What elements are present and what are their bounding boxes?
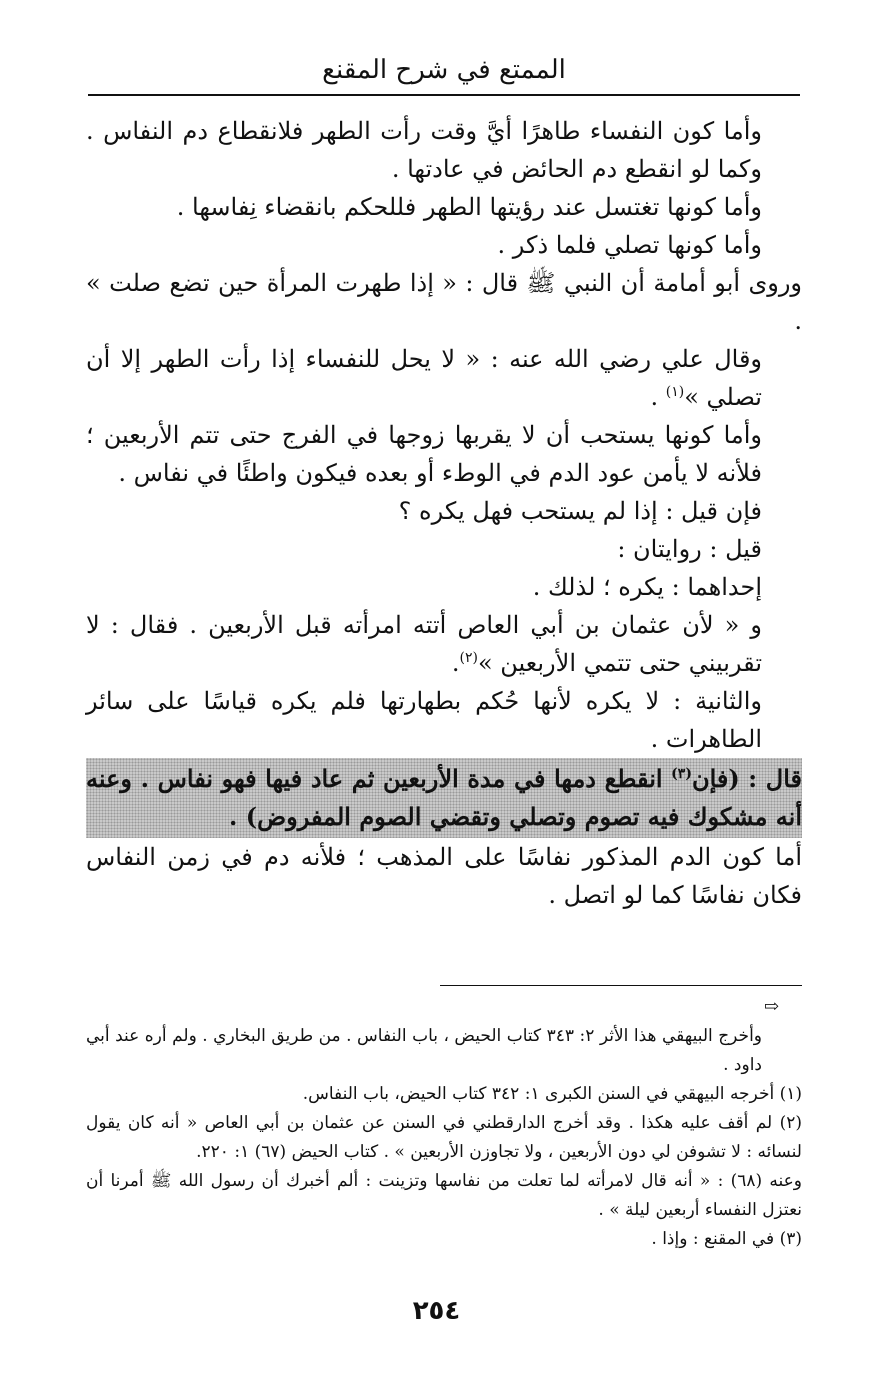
footnote-divider <box>440 985 802 986</box>
paragraph <box>86 340 802 416</box>
footnote-ref: (٣) <box>671 766 692 782</box>
paragraph: إحداهما : يكره ؛ لذلك . <box>532 573 762 601</box>
footnote-3: (٣) في المقنع : وإذا . <box>651 1229 802 1249</box>
paragraph: وروى أبو أمامة أن النبي ﷺ قال : « إذا طهرت المرأة حين تضع صلت » . <box>86 269 802 335</box>
footnote-2: (٢) لم أقف عليه هكذا . وقد أخرج الدارقطني في السنن عن عثمان بن أبي العاص « أنه كان يقول لنسائه : لا تشوفن لي دون الأربعين ، ولا تجاوزن الأربعين » . كتاب الحيض (٦٧) ١: ٢٢٠. <box>86 1113 802 1162</box>
footnotes <box>86 1022 802 1254</box>
footnote-1: (١) أخرجه البيهقي في السنن الكبرى ١: ٣٤٢ كتاب الحيض، باب النفاس. <box>302 1084 802 1104</box>
matn-start: قال : (فإن <box>691 764 802 793</box>
paragraph: وأما كون النفساء طاهرًا أيَّ وقت رأت الطهر فلانقطاع دم النفاس . وكما لو انقطع دم الحائض في عادتها . <box>86 117 762 183</box>
paragraph: وأما كونها تصلي فلما ذكر . <box>497 231 762 259</box>
paragraph: قيل : روايتان : <box>617 535 762 563</box>
paragraph: وأما كونها يستحب أن لا يقربها زوجها في الفرج حتى تتم الأربعين ؛ فلأنه لا يأمن عود الدم في الوطء أو بعده فيكون واطئًا في نفاس . <box>86 421 762 487</box>
paragraph: والثانية : لا يكره لأنها حُكم بطهارتها فلم يكره قياسًا على سائر الطاهرات . <box>86 687 762 753</box>
matn-highlight <box>86 758 802 838</box>
footnote-2-cont: وعنه (٦٨) : « أنه قال لامرأته لما تعلت من نفاسها وتزينت : ألم أخبرك أن رسول الله ﷺ أمرنا أن نعتزل النفساء أربعين ليلة » . <box>86 1171 802 1220</box>
quote-text: وقال علي رضي الله عنه : « لا يحل للنفساء إذا رأت الطهر إلا أن تصلي » <box>86 345 762 411</box>
footnote-ref: (١) <box>665 384 685 400</box>
quote-text: و « لأن عثمان بن أبي العاص أتته امرأته قبل الأربعين . فقال : لا تقربيني حتى تتمي الأربعين » <box>86 611 762 677</box>
page-number: ٢٥٤ <box>412 1296 461 1326</box>
paragraph: أما كون الدم المذكور نفاسًا على المذهب ؛ فلأنه دم في زمن النفاس فكان نفاسًا كما لو اتصل . <box>86 843 802 909</box>
footnote-ref: (٢) <box>459 650 478 666</box>
matn-rest: انقطع دمها في مدة الأربعين ثم عاد فيها فهو نفاس . وعنه أنه مشكوك فيه تصوم وتصلي وتقضي الصوم المفروض) . <box>86 764 802 831</box>
paragraph: فإن قيل : إذا لم يستحب فهل يكره ؟ <box>398 497 762 525</box>
running-header: الممتع في شرح المقنع <box>322 55 566 85</box>
punctuation: . <box>451 649 460 677</box>
main-text <box>86 112 802 914</box>
paragraph: وأما كونها تغتسل عند رؤيتها الطهر فللحكم بانقضاء نِفاسها . <box>176 193 762 221</box>
footnote-continuation: وأخرج البيهقي هذا الأثر ٢: ٣٤٣ كتاب الحيض ، باب النفاس . من طريق البخاري . ولم أره عند أبي داود . <box>86 1026 762 1075</box>
header-divider <box>88 94 800 96</box>
continuation-arrow-icon: ⇨ <box>764 996 780 1017</box>
paragraph <box>86 606 802 682</box>
punctuation: . <box>650 383 666 411</box>
